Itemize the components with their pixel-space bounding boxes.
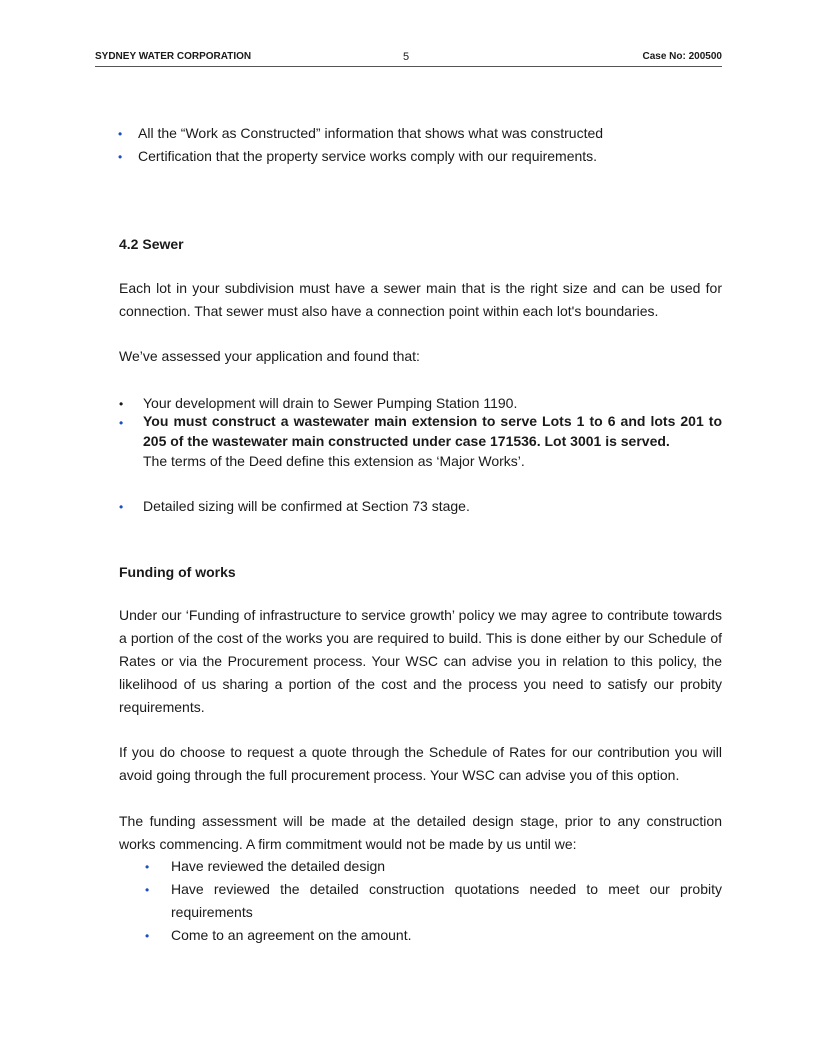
list-item: Your development will drain to Sewer Pumping Station 1190. bbox=[143, 395, 518, 411]
bullet-marker: • bbox=[119, 500, 124, 514]
paragraph: Each lot in your subdivision must have a sewer main that is the right size and can be used for connection. That sewer must also have a connection point within each lot's boundaries. bbox=[119, 280, 722, 319]
section-heading-funding: Funding of works bbox=[119, 564, 236, 580]
page-header bbox=[95, 50, 722, 67]
list-item: Have reviewed the detailed construction quotations needed to meet our probity requirements bbox=[171, 881, 722, 920]
organization-name: SYDNEY WATER CORPORATION bbox=[95, 51, 252, 62]
paragraph: We’ve assessed your application and found that: bbox=[119, 348, 420, 364]
bullet-marker: • bbox=[118, 127, 123, 141]
bullet-marker: • bbox=[145, 883, 150, 897]
page-number: 5 bbox=[403, 51, 410, 63]
bullet-marker: • bbox=[145, 860, 150, 874]
paragraph: Under our ‘Funding of infrastructure to service growth’ policy we may agree to contribute towards a portion of the cost of the works you are required to build. This is done either by our Schedule of Rates or via the Procurement process. Your WSC can advise you in relation to this policy, the likelihood of us sharing a portion of the cost and the process you need to satisfy our probity requirements. bbox=[119, 607, 722, 715]
case-number: Case No: 200500 bbox=[642, 51, 722, 62]
list-item: Detailed sizing will be confirmed at Section 73 stage. bbox=[143, 498, 470, 514]
bullet-marker: • bbox=[118, 150, 123, 164]
list-item-bold: You must construct a wastewater main extension to serve Lots 1 to 6 and lots 201 to 205 of the wastewater main constructed under case 171536. Lot 3001 is served. bbox=[143, 413, 722, 449]
list-item: All the “Work as Constructed” information that shows what was constructed bbox=[138, 125, 604, 141]
list-item-note: The terms of the Deed define this extension as ‘Major Works’. bbox=[143, 453, 525, 469]
list-item: Certification that the property service works comply with our requirements. bbox=[138, 148, 598, 164]
list-item: Have reviewed the detailed design bbox=[171, 858, 386, 874]
paragraph: If you do choose to request a quote through the Schedule of Rates for our contribution you will avoid going through the full procurement process. Your WSC can advise you of this option. bbox=[119, 744, 722, 783]
bullet-marker: • bbox=[145, 929, 150, 943]
bullet-marker: • bbox=[119, 397, 124, 411]
paragraph: The funding assessment will be made at the detailed design stage, prior to any construction works commencing. A firm commitment would not be made by us until we: bbox=[119, 813, 722, 852]
list-item: Come to an agreement on the amount. bbox=[171, 927, 412, 943]
section-heading-sewer: 4.2 Sewer bbox=[119, 236, 184, 252]
bullet-marker: • bbox=[119, 416, 124, 430]
